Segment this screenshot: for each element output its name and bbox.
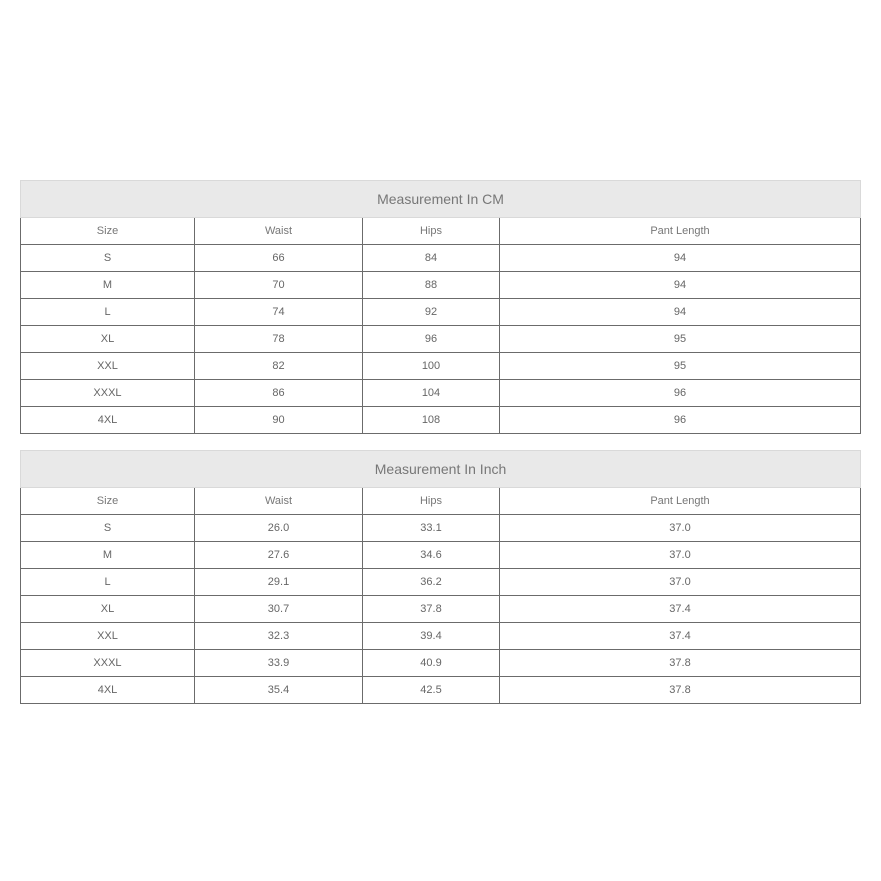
table-cell: 82 <box>195 353 363 380</box>
table-cell: 37.4 <box>500 596 861 623</box>
table-cell: S <box>21 515 195 542</box>
table-cell: 37.4 <box>500 623 861 650</box>
table-cell: 42.5 <box>363 677 500 704</box>
table-cell: L <box>21 299 195 326</box>
table-cell: 86 <box>195 380 363 407</box>
table-cell: 34.6 <box>363 542 500 569</box>
table-row <box>21 407 861 434</box>
table-cell: 29.1 <box>195 569 363 596</box>
table-cell: XXL <box>21 353 195 380</box>
table-cell: 92 <box>363 299 500 326</box>
table-cell: 39.4 <box>363 623 500 650</box>
table-header-row <box>21 488 861 515</box>
table-cell: 70 <box>195 272 363 299</box>
table-row <box>21 353 861 380</box>
table-cell: 94 <box>500 299 861 326</box>
table-cell: 27.6 <box>195 542 363 569</box>
size-chart-inch-body <box>21 488 861 704</box>
table-row <box>21 677 861 704</box>
column-header: Size <box>21 488 195 515</box>
table-cell: 84 <box>363 245 500 272</box>
size-chart-cm-body <box>21 218 861 434</box>
table-cell: 4XL <box>21 677 195 704</box>
table-cell: 66 <box>195 245 363 272</box>
column-header: Hips <box>363 488 500 515</box>
table-row <box>21 596 861 623</box>
table-cell: 37.0 <box>500 515 861 542</box>
table-cell: 32.3 <box>195 623 363 650</box>
table-cell: M <box>21 272 195 299</box>
table-row <box>21 380 861 407</box>
table-cell: XL <box>21 326 195 353</box>
table-cell: XXXL <box>21 380 195 407</box>
size-chart-inch <box>20 450 861 704</box>
table-cell: 94 <box>500 245 861 272</box>
column-header: Waist <box>195 218 363 245</box>
table-cell: 37.8 <box>500 650 861 677</box>
table-title-inch: Measurement In Inch <box>21 451 861 488</box>
table-cell: XXXL <box>21 650 195 677</box>
table-cell: 74 <box>195 299 363 326</box>
table-cell: 4XL <box>21 407 195 434</box>
table-cell: 104 <box>363 380 500 407</box>
table-cell: 88 <box>363 272 500 299</box>
table-row <box>21 623 861 650</box>
table-row <box>21 542 861 569</box>
table-cell: XL <box>21 596 195 623</box>
table-cell: 95 <box>500 353 861 380</box>
table-cell: 35.4 <box>195 677 363 704</box>
table-cell: 96 <box>500 407 861 434</box>
table-row <box>21 569 861 596</box>
size-chart-cm <box>20 180 861 434</box>
table-cell: 108 <box>363 407 500 434</box>
table-cell: 40.9 <box>363 650 500 677</box>
table-cell: L <box>21 569 195 596</box>
table-cell: 90 <box>195 407 363 434</box>
table-cell: 96 <box>500 380 861 407</box>
table-row <box>21 272 861 299</box>
table-cell: 33.1 <box>363 515 500 542</box>
table-cell: 26.0 <box>195 515 363 542</box>
table-cell: 37.8 <box>363 596 500 623</box>
column-header: Pant Length <box>500 488 861 515</box>
table-row <box>21 515 861 542</box>
table-cell: 96 <box>363 326 500 353</box>
table-cell: 95 <box>500 326 861 353</box>
column-header: Waist <box>195 488 363 515</box>
table-cell: 33.9 <box>195 650 363 677</box>
table-cell: 37.0 <box>500 542 861 569</box>
table-row <box>21 245 861 272</box>
table-cell: 94 <box>500 272 861 299</box>
column-header: Pant Length <box>500 218 861 245</box>
table-cell: 37.8 <box>500 677 861 704</box>
table-cell: XXL <box>21 623 195 650</box>
column-header: Size <box>21 218 195 245</box>
table-cell: 30.7 <box>195 596 363 623</box>
table-title-cm: Measurement In CM <box>21 181 861 218</box>
table-cell: S <box>21 245 195 272</box>
table-cell: 78 <box>195 326 363 353</box>
table-row <box>21 299 861 326</box>
table-row <box>21 326 861 353</box>
table-cell: M <box>21 542 195 569</box>
table-row <box>21 650 861 677</box>
table-cell: 37.0 <box>500 569 861 596</box>
table-cell: 100 <box>363 353 500 380</box>
table-header-row <box>21 218 861 245</box>
column-header: Hips <box>363 218 500 245</box>
table-cell: 36.2 <box>363 569 500 596</box>
